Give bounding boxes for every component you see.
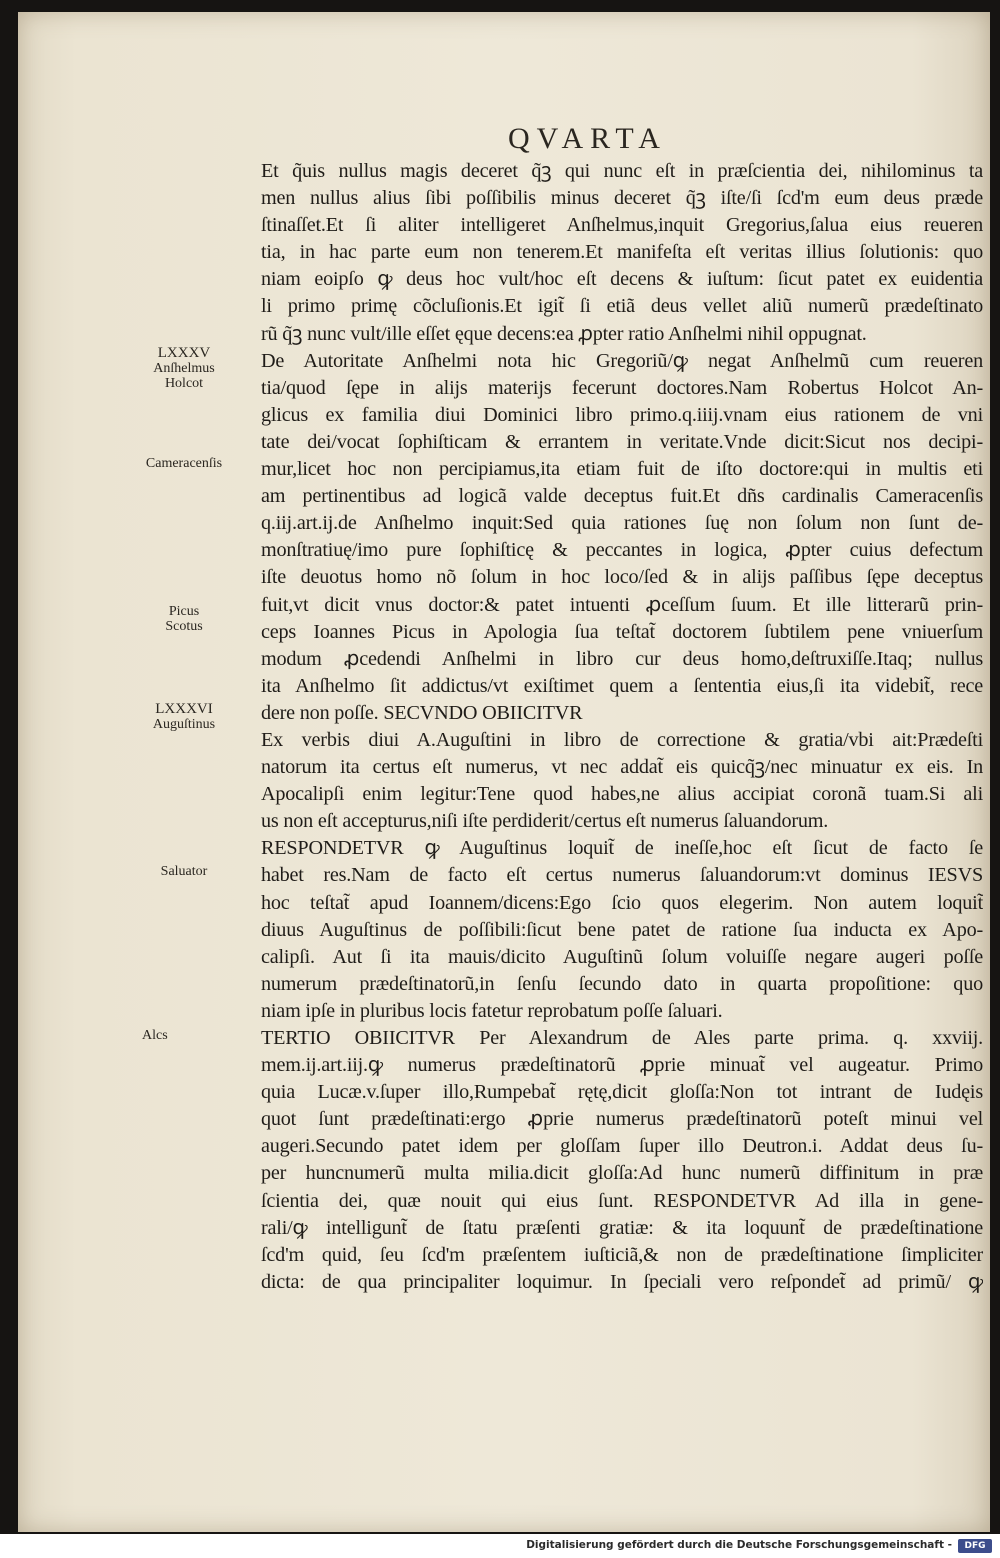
text-line: quot ſunt prædeſtinati:ergo ꝓprie numerus prædeſtinatorũ poteſt minui vel [261,1108,983,1131]
page-title: QVARTA [508,122,667,155]
text-line: ceps Ioannes Picus in Apologia ſua teſtat̃ doctorem ſubtilem pene vniuerſum [261,620,983,643]
text-line: ita Anſhelmo ſit addictus/vt exiſtimet quem a ſententia eius,ſi ita videbit̃, rece [261,674,983,697]
margin-note-line: Picus [168,604,200,619]
text-line: hoc teſtat̃ apud Ioannem/dicens:Ego ſcio quos elegerim. Non autem loquit̃ [261,891,983,914]
text-line: am pertinentibus ad logicã valde deceptus fuit.Et dñs cardinalis Cameracenſis [261,485,983,508]
text-line: De Autoritate Anſhelmi nota hic Gregoriũ/ꝙ negat Anſhelmũ cum reueren [261,349,983,372]
body-text [261,158,983,1296]
text-line: RESPONDETVR ꝙ Auguſtinus loquit̃ de ineſſe,hoc eſt ſicut de facto ſe [261,837,983,860]
margin-note-line: Cameracenſis [145,456,223,471]
margin-note [114,346,254,391]
text-line: diuus Auguſtinus de poſſibili:ſicut bene patet de ratione ſua inducta ex Apo- [261,918,983,941]
margin-note-line: Alcs [142,1028,168,1043]
text-line: tia/quod ſępe in alijs materijs fecerunt doctores.Nam Robertus Holcot An- [261,376,983,399]
text-line: modum ꝓcedendi Anſhelmi in libro cur deus homo,deſtruxiſſe.Itaq; nullus [261,647,983,670]
text-line: dere non poſſe. SECVNDO OBIICITVR [261,701,583,724]
margin-note [114,702,254,732]
margin-note [114,456,254,471]
text-line: monſtratiuę/imo pure ſophiſticę & peccantes in logica, ꝓpter cuius defectum [261,539,983,562]
text-line: us non eſt accepturus,niſi iſte perdiderit/certus eſt numerus ſaluandorum. [261,810,829,833]
text-line: augeri.Secundo patet idem per gloſſam ſuper illo Deutron.i. Addat deus ſu- [261,1135,983,1158]
margin-note-line: Holcot [164,376,204,391]
text-line: ſtinaſſet.Et ſi aliter intelligeret Anſhelmus,inquit Gregorius,ſalua eius reueren [261,214,983,237]
text-line: per huncnumerũ multa milia.dicit gloſſa:Ad hunc numerũ diffinitum in præ [261,1162,983,1185]
text-line: niam eoipſo ꝙ deus hoc vult/hoc eſt decens & iuſtum: ſicut patet ex euidentia [261,268,983,291]
text-line: fuit,vt dicit vnus doctor:& patet intuenti ꝓceſſum ſuum. Et ille litterarũ prin- [261,593,983,616]
text-line: mur,licet hoc non percipiamus,ita etiam fuit de iſto doctore:qui in multis eti [261,458,983,481]
text-line: mem.ij.art.iij.ꝙ numerus prædeſtinatorũ ꝓprie minuat̃ vel augeatur. Primo [261,1054,983,1077]
text-line: habet res.Nam de facto eſt certus numerus ſaluandorum:vt dominus IESVS [261,864,983,887]
text-line: q.iij.art.ij.de Anſhelmo inquit:Sed quia rationes ſuę non ſolum non ſunt de- [261,512,983,535]
margin-note-line: Scotus [165,619,203,634]
text-line: numerum prædeſtinatorũ,in ſenſu ſecundo dato in quarta propoſitione: quo [261,972,983,995]
text-line: glicus ex familia diui Dominici libro primo.q.iiij.vnam eius rationem de vni [261,403,983,426]
text-line: tate dei/vocat ſophiſticam & errantem in veritate.Vnde dicit:Sicut nos decipi- [261,430,983,453]
margin-note [114,864,254,879]
margin-note-line: LXXXVI [155,701,213,717]
text-line: quia Lucæ.v.ſuper illo,Rumpebat̃ rętę,dicit gloſſa:Non tot intrant de Iudęis [261,1081,983,1104]
margin-note [114,604,254,634]
text-line: niam ipſe in pluribus locis fatetur reprobatum poſſe ſaluari. [261,999,723,1022]
dfg-logo: DFG [958,1539,992,1553]
text-line: rũ q̃ꝫ nunc vult/ille eſſet ęque decens:ea ꝓpter ratio Anſhelmi nihil oppugnat. [261,322,867,345]
text-line: li primo primę cõcluſionis.Et igit̃ ſi etiã deus vellet aliũ numerũ prædeſtinato [261,295,983,318]
book-page [18,12,990,1532]
text-line: calipſi. Aut ſi ita mauis/dicito Auguſtinũ ſolum voluiſſe negare augeri poſſe [261,945,983,968]
text-line: men nullus alius ſibi poſſibilis minus deceret q̃ꝫ iſte/ſi ſcd'm eum deus præde [261,187,983,210]
margin-note-line: Anſhelmus [153,361,215,376]
funding-credit: Digitalisierung gefördert durch die Deutsche Forschungsgemeinschaft - [526,1539,952,1551]
text-line: ſcientia dei, quæ nouit qui eius ſunt. RESPONDETVR Ad illa in gene- [261,1189,983,1212]
text-line: TERTIO OBIICITVR Per Alexandrum de Ales parte prima. q. xxviij. [261,1027,983,1049]
text-line: iſte deuotus homo nõ ſolum in hoc loco/ſed & in alijs paſſibus ſępe deceptus [261,566,983,589]
text-line: Apocalipſi enim legitur:Tene quod habes,ne alius accipiat coronã tuam.Si ali [261,783,983,806]
text-line: dicta: de qua principaliter loquimur. In ſpeciali vero reſpondet̃ ad primũ/ ꝙ [261,1270,983,1293]
text-line: natorum ita certus eſt numerus, vt nec addat̃ eis quicq̃ꝫ/nec minuatur ex eis. In [261,756,983,779]
margin-note-line: Saluator [160,864,208,879]
text-line: rali/ꝙ intelligunt̃ de ſtatu præſenti gratiæ: & ita loquunt̃ de prædeſtinatione [261,1216,983,1239]
margin-note-line: Auguſtinus [152,717,216,732]
text-line: tia, in hac parte eum non tenerem.Et manifeſta eſt veritas illius ſolutionis: quo [261,241,983,264]
text-line: Ex verbis diui A.Auguſtini in libro de correctione & gratia/vbi ait:Prædeſti [261,728,983,751]
footer-bar [0,1534,1000,1558]
text-line: ſcd'm quid, ſeu ſcd'm præſentem iuſticiã,& non de prædeſtinatione ſimpliciter [261,1243,983,1266]
margin-note-line: LXXXV [157,345,211,361]
text-line: Et q̃uis nullus magis deceret q̃ꝫ qui nunc eſt in præſcientia dei, nihilominus ta [261,160,983,182]
